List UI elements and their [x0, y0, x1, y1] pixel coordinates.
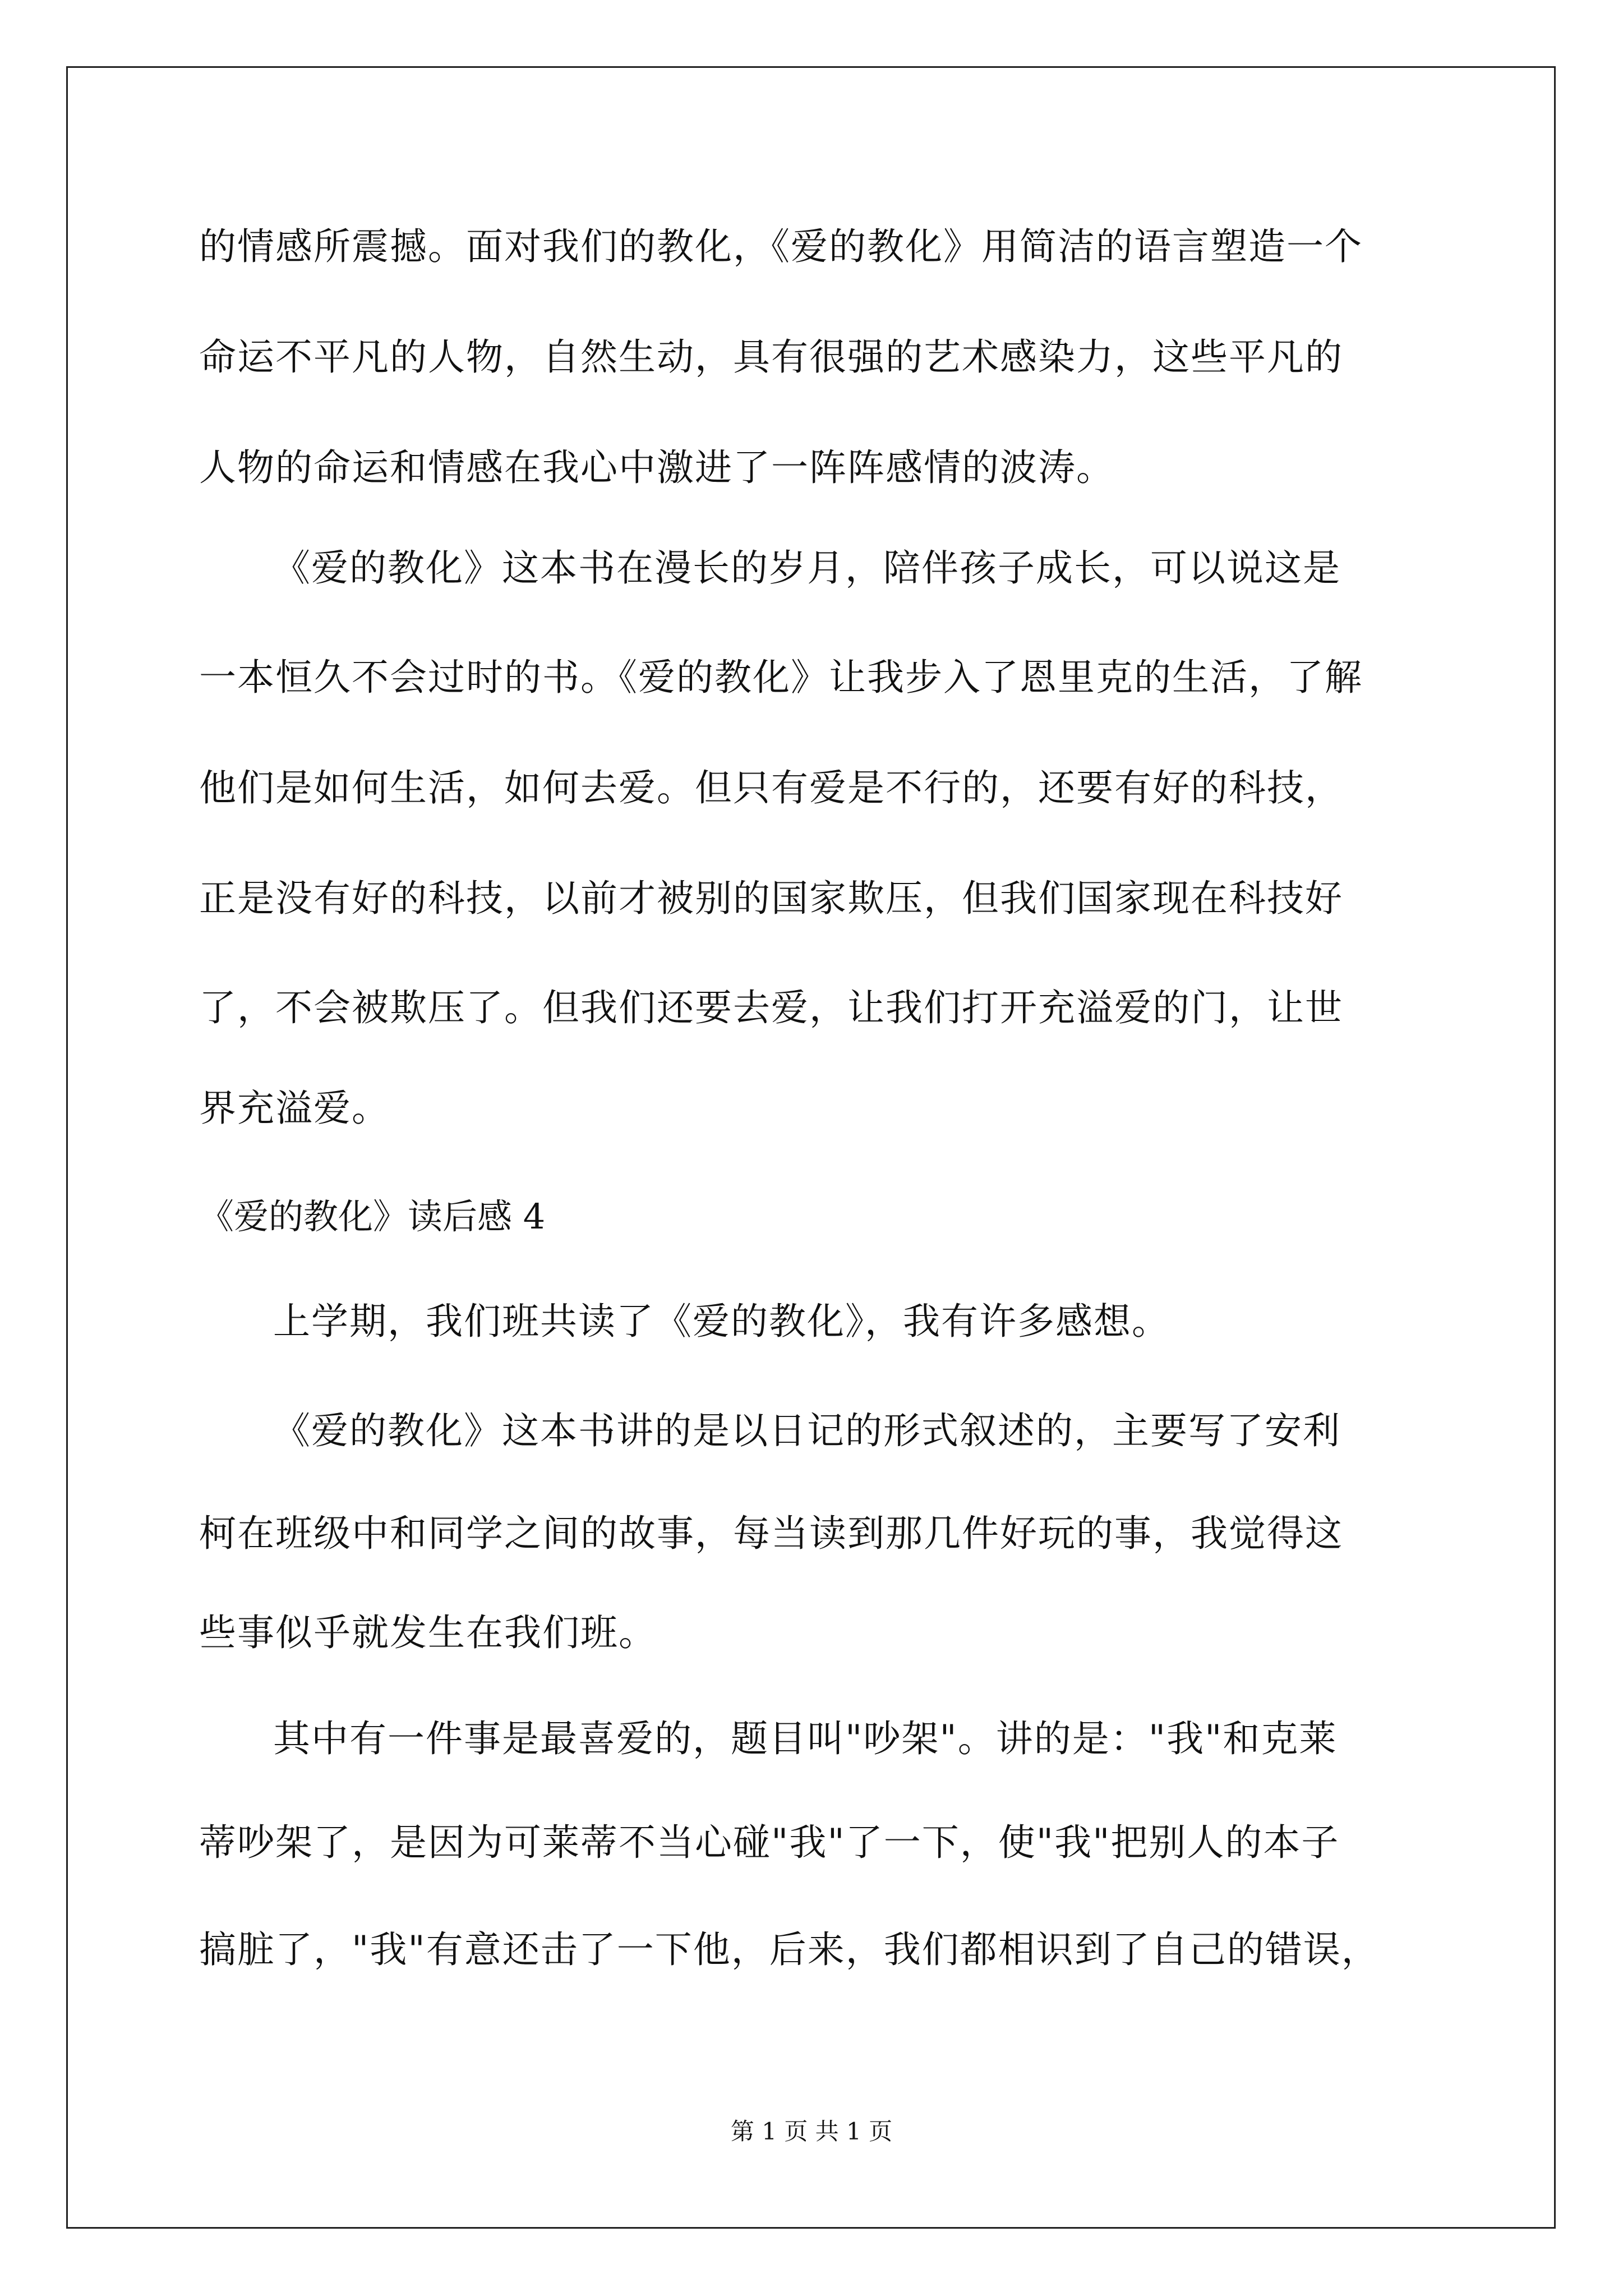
- text-line: 他们是如何生活，如何去爱。但只有爱是不行的，还要有好的科技，: [199, 766, 1343, 809]
- paragraph-start: 《爱的教化》这本书在漫长的岁月，陪伴孩子成长，可以说这是: [273, 546, 1341, 590]
- section-heading: 《爱的教化》读后感 4: [199, 1196, 546, 1237]
- text-line: 搞脏了，"我"有意还击了一下他，后来，我们都相识到了自己的错误，: [199, 1928, 1380, 1971]
- paragraph-start: 其中有一件事是最喜爱的，题目叫"吵架"。讲的是："我"和克莱: [273, 1717, 1338, 1760]
- text-line: 柯在班级中和同学之间的故事，每当读到那几件好玩的事，我觉得这: [199, 1512, 1343, 1555]
- text-line: 人物的命运和情感在我心中激进了一阵阵感情的波涛。: [199, 446, 1114, 489]
- paragraph-start: 上学期，我们班共读了《爱的教化》，我有许多感想。: [273, 1300, 1170, 1343]
- text-line: 些事似乎就发生在我们班。: [199, 1611, 657, 1654]
- text-line: 蒂吵架了，是因为可莱蒂不当心碰"我"了一下，使"我"把别人的本子: [199, 1821, 1340, 1864]
- text-line: 正是没有好的科技，以前才被别的国家欺压，但我们国家现在科技好: [199, 877, 1343, 920]
- page-number-footer: 第 1 页 共 1 页: [730, 2118, 893, 2145]
- text-line: 一本恒久不会过时的书。《爱的教化》让我步入了恩里克的生活，了解: [199, 656, 1363, 699]
- text-line: 界充溢爱。: [199, 1087, 390, 1130]
- paragraph-start: 《爱的教化》这本书讲的是以日记的形式叙述的，主要写了安利: [273, 1409, 1341, 1452]
- text-line: 的情感所震撼。面对我们的教化，《爱的教化》用简洁的语言塑造一个: [199, 225, 1363, 268]
- text-line: 命运不平凡的人物，自然生动，具有很强的艺术感染力，这些平凡的: [199, 335, 1343, 379]
- page-border: [66, 66, 1556, 2229]
- text-line: 了，不会被欺压了。但我们还要去爱，让我们打开充溢爱的门，让世: [199, 986, 1343, 1029]
